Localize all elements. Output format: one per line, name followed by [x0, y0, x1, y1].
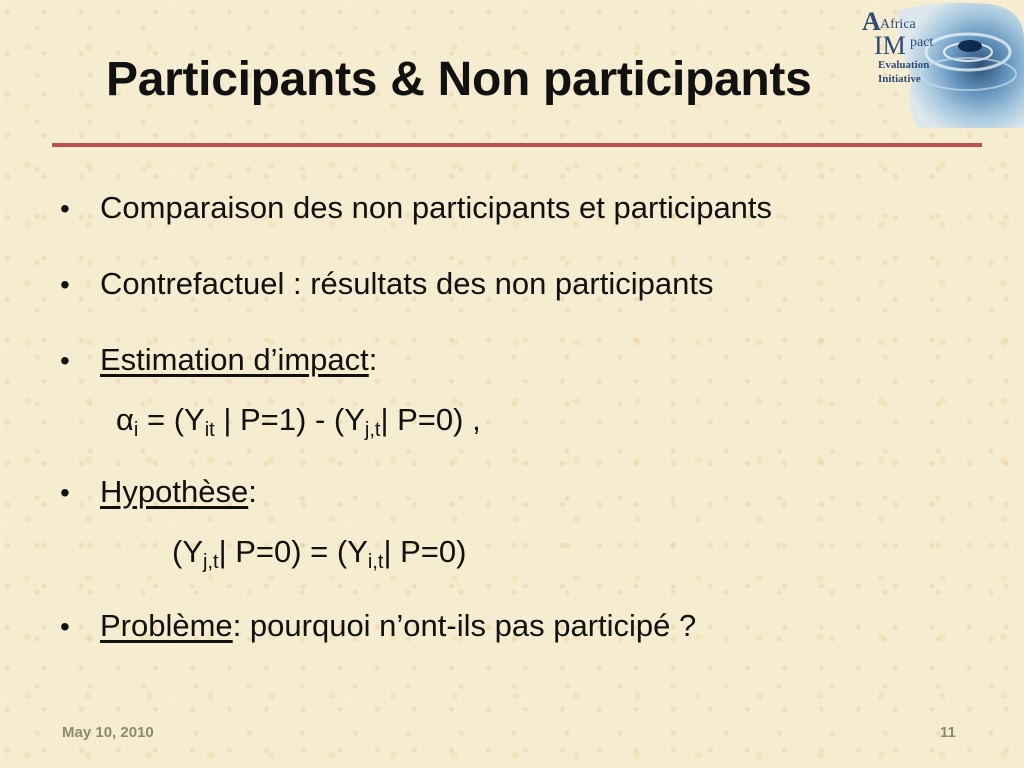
- hypothesis-formula: [172, 534, 467, 573]
- bullet-icon: •: [60, 345, 70, 376]
- bullet-icon: •: [60, 611, 70, 642]
- water-drop-logo-icon: [858, 0, 1024, 130]
- bullet-label: Problème: [100, 608, 233, 643]
- bullet-item: [60, 608, 696, 644]
- logo-im-text: IM: [874, 31, 906, 60]
- logo-africa-text: Africa: [880, 17, 916, 32]
- formula-subscript: j,t: [203, 551, 219, 573]
- bullet-text: Contrefactuel : résultats des non participants: [100, 266, 714, 301]
- africa-impact-logo: [858, 0, 1024, 130]
- footer-date: May 10, 2010: [62, 724, 154, 741]
- bullet-icon: •: [60, 193, 70, 224]
- formula-subscript: i: [133, 419, 139, 441]
- bullet-label: Hypothèse: [100, 474, 249, 509]
- bullet-icon: •: [60, 477, 70, 508]
- formula-part: | P=0): [383, 534, 467, 569]
- formula-part: | P=0) ,: [380, 402, 481, 437]
- bullet-item: [60, 266, 713, 302]
- bullet-label: Estimation d’impact: [100, 342, 369, 377]
- logo-initiative-text: Initiative: [878, 73, 921, 85]
- bullet-item: [60, 474, 257, 510]
- bullet-text: : pourquoi n’ont-ils pas participé ?: [232, 608, 697, 643]
- bullet-text: Comparaison des non participants et participants: [100, 190, 773, 225]
- title-divider: [52, 143, 982, 147]
- formula-part: | P=0) = (Y: [218, 534, 368, 569]
- impact-formula: [116, 402, 481, 441]
- slide-title: Participants & Non participants: [106, 53, 812, 106]
- formula-part: (Y: [172, 534, 203, 569]
- formula-part: = (Y: [138, 402, 205, 437]
- formula-subscript: j,t: [364, 419, 381, 441]
- formula-subscript: i,t: [367, 551, 384, 573]
- logo-pact-text: pact: [910, 35, 934, 50]
- bullet-text: :: [368, 342, 378, 377]
- page-number: 11: [940, 724, 956, 741]
- bullet-icon: •: [60, 269, 70, 300]
- formula-part: | P=1) - (Y: [214, 402, 365, 437]
- bullet-text: :: [248, 474, 257, 509]
- formula-alpha: α: [116, 402, 134, 437]
- logo-a-letter: A: [862, 7, 881, 36]
- formula-subscript: it: [204, 419, 215, 441]
- logo-evaluation-text: Evaluation: [878, 59, 930, 71]
- bullet-item: [60, 342, 377, 378]
- bullet-item: [60, 190, 772, 226]
